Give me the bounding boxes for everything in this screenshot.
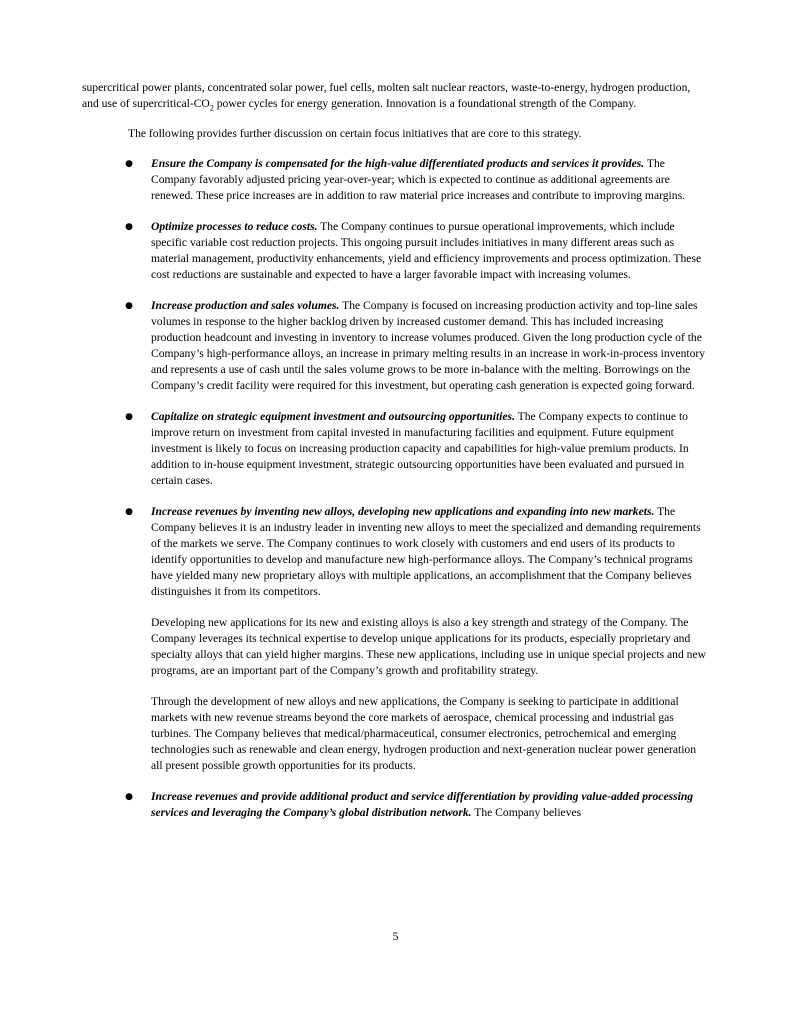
initiative-item-volumes [125,298,708,394]
initiative-heading: Capitalize on strategic equipment investment and outsourcing opportunities. [151,410,515,423]
initiatives-list [82,156,708,821]
initiative-heading: Increase revenues and provide additional product and service differentiation by providing value-added processing services and leveraging the Company’s global distribution network. [151,790,694,819]
initiative-item-value-added [125,789,708,821]
intro-paragraph [82,80,708,112]
initiative-item-costs [125,219,708,283]
initiative-item-pricing [125,156,708,204]
intro-text-part1: supercritical power plants, concentrated solar power, fuel cells, molten salt nuclear reactors, waste-to-energy, hydrogen production, and use of supercritical-CO [82,81,691,110]
bullet-icon: ● [125,222,133,232]
bullet-icon: ● [125,301,133,311]
initiative-body: The Company expects to continue to improve return on investment from capital invested in manufacturing facilities and equipment. Future equipment investment is likely to focus on increasing production capacity and capabilities for high-value premium products. In addition to in-house equipment investment, strategic outsourcing opportunities have been evaluated and pursued in certain cases. [151,410,689,487]
bullet-icon: ● [125,412,133,422]
initiative-body: The Company is focused on increasing production activity and top-line sales volumes in response to the higher backlog driven by increased customer demand. This has included increasing production headcount and investing in inventory to increase volumes produced. Given the long production cycle of the Company’s high-performance alloys, an increase in primary melting results in an increase in work-in-process inventory and represents a use of cash until the sales volume grows to be more in-balance with the melting. Borrowings on the Company’s credit facility were required for this investment, but operating cash generation is expected going forward. [151,299,706,392]
initiative-heading: Increase revenues by inventing new alloys, developing new applications and expanding into new markets. [151,505,655,518]
bullet-icon: ● [125,792,133,802]
bullet-icon: ● [125,159,133,169]
initiative-heading: Increase production and sales volumes. [151,299,340,312]
initiative-item-investment [125,409,708,489]
initiative-body: The Company believes it is an industry leader in inventing new alloys to meet the specialized and demanding requirements of the markets we serve. The Company continues to work closely with customers and end users of its products to identify opportunities to develop and manufacture new high-performance alloys. The Company’s technical programs have yielded many new proprietary alloys with multiple applications, an accomplishment that the Company believes distinguishes it from its competitors. [151,505,701,598]
document-page [82,80,708,836]
initiative-body: The Company favorably adjusted pricing year-over-year; which is expected to continue as additional agreements are renewed. These price increases are in addition to raw material price increases and contribute to improving margins. [151,157,685,202]
page-number: 5 [392,930,399,943]
initiative-paragraph-3: Through the development of new alloys and new applications, the Company is seeking to participate in additional markets with new revenue streams beyond the core markets of aerospace, chemical processing and industrial gas turbines. The Company believes that medical/pharmaceutical, consumer electronics, petrochemical and emerging technologies such as renewable and clean energy, hydrogen production and next-generation nuclear power generation all present possible growth opportunities for its products. [151,695,697,772]
initiative-heading: Ensure the Company is compensated for the high-value differentiated products and services it provides. [151,157,645,170]
initiative-item-new-alloys [125,504,708,774]
initiative-heading: Optimize processes to reduce costs. [151,220,318,233]
intro-text-part2: power cycles for energy generation. Innovation is a foundational strength of the Company. [213,97,637,110]
initiative-paragraph-1 [151,504,708,600]
initiative-paragraph-2: Developing new applications for its new and existing alloys is also a key strength and strategy of the Company. The Company leverages its technical expertise to develop unique applications for its products, especially proprietary and specialty alloys that can yield higher margins. These new applications, including use in unique special projects and new programs, are an important part of the Company’s growth and profitability strategy. [151,616,706,677]
co2-subscript: 2 [209,103,214,113]
bullet-icon: ● [125,507,133,517]
lead-paragraph: The following provides further discussion on certain focus initiatives that are core to this strategy. [128,127,582,140]
initiative-body: The Company believes [471,806,582,819]
initiative-body: The Company continues to pursue operational improvements, which include specific variable cost reduction projects. This ongoing pursuit includes initiatives in many different areas such as material management, productivity enhancements, yield and efficiency improvements and process optimization. These cost reductions are sustainable and expected to have a larger favorable impact with increasing volumes. [151,220,702,281]
